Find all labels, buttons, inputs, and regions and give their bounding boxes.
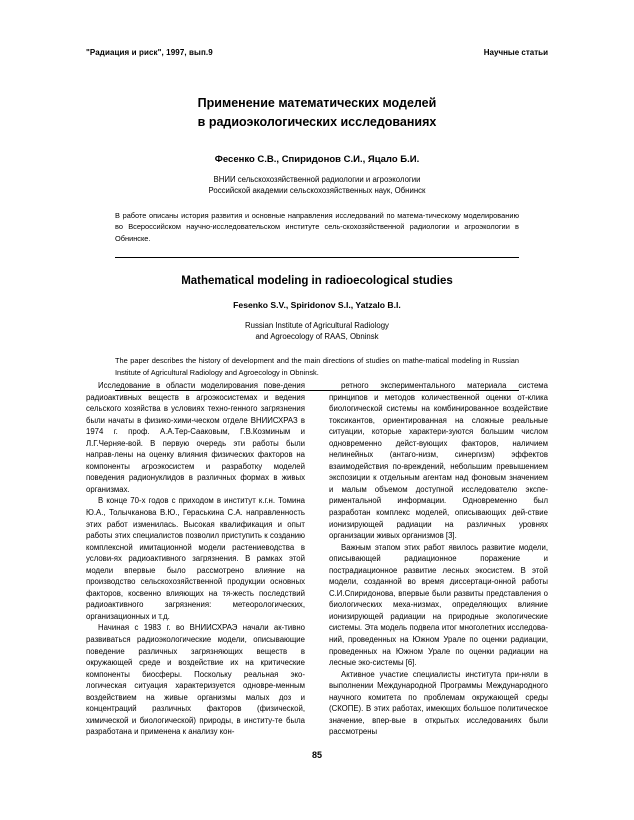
paragraph: В конце 70-х годов с приходом в институт к.г.н. Томина Ю.А., Толычканова В.Ю., Гераськина С.А. направленность этих работ изменилась. Высокая квалификация и опыт работы этих специалистов позволил приступить к созданию комплексной имитационной модели растениеводства в услови-ях радиоактивного загрязнения. В рамках этой модели впервые было рассмотрено влияние на производство сельскохозяйственной продукции основных факторов, косвенно влияющих на тя-жесть последствий радиоактивного загрязнения: метеорологических, организационных и т.д. [86, 496, 305, 621]
affiliation-en [86, 320, 548, 342]
authors-ru: Фесенко С.В., Спиридонов С.И., Яцало Б.И. [214, 154, 420, 165]
body-columns [86, 380, 548, 738]
title-en: Mathematical modeling in radioecological studies [181, 275, 453, 288]
title-ru-line-1: Применение математических моделей [197, 96, 437, 110]
abstract-en: The paper describes the history of development and the main directions of studies on mathe-matical modeling in Russian Institute of Agricultural Radiology and Agroecology in Obninsk. [115, 356, 519, 377]
affiliation-ru [86, 174, 548, 196]
abstract-ru: В работе описаны история развития и основные направления исследований по матема-тическому моделированию во Всероссийском научно-исследовательском институте сель-скохозяйственной радиологии и агроэкологии в Обнинске. [115, 211, 519, 243]
paragraph: Важным этапом этих работ явилось развитие модели, описывающей радиационное поражение и пострадиационное развитие лесных экосистем. В этой модели, созданной во время диссертаци-онной работы С.И.Спиридонова, впервые были развиты представления о биологических меха-низмах, определяющих влияние ионизирующей радиации на природные экологические системы. Эта модель подвела итог многолетних исследова-ний, проведенных на Южном Урале по оценки радиации, проведенных на Южном Урале по оценки радиации на лесные эко-системы [6]. [329, 542, 548, 668]
title-ru-line-2: в радиоэкологических исследованиях [197, 115, 437, 129]
authors-en: Fesenko S.V., Spiridonov S.I., Yatzalo B.I. [233, 300, 401, 311]
page-title [86, 94, 548, 132]
body-column-left [86, 380, 305, 738]
affiliation-ru-line-1: ВНИИ сельскохозяйственной радиологии и агроэкологии [213, 175, 421, 184]
affiliation-en-line-1: Russian Institute of Agricultural Radiology [245, 321, 389, 331]
paragraph: ретного экспериментального материала система принципов и методов количественной оценки от-клика биологической системы на комбинированное воздействие токсикантов, ориентированная на сложные реальные ситуации, которые характери-зуются большим числом одновременно дейст-вующих факторов, наличием нелинейных (антаго-низм, синергизм) эффектов взаимодействия по-вреждений, небольшим превышением экспозиции к отдельным агентам над фоновым значением и малым объемом доступной исследователю экспе-риментальной информации. Одновременно был разработан комплекс моделей, описывающих дей-ствие ионизирующей радиации на различных уровнях организации живых организмов [3]. [329, 381, 548, 541]
page-number: 85 [311, 750, 322, 760]
running-head-journal: "Радиация и риск", 1997, вып.9 [86, 48, 213, 57]
affiliation-ru-line-2: Российской академии сельскохозяйственных наук, Обнинск [208, 186, 426, 195]
affiliation-en-line-2: and Agroecology of RAAS, Obninsk [255, 332, 379, 342]
divider-rule-top [115, 257, 519, 258]
running-head-section: Научные статьи [483, 48, 548, 57]
paragraph: Начиная с 1983 г. во ВНИИСХРАЭ начали ак-тивно развиваться радиоэкологические модели, описывающие поведение различных загрязняющих веществ в окружающей среде и воздействие их на критические компоненты биосферы. Поскольку реальная эко-логическая ситуация характеризуется одновре-менным воздействием на живые организмы малых доз и концентраций различных факторов (физической, химической и биологической) природы, в институ-те была разработана и применена к анализу кон- [86, 623, 305, 737]
paragraph: Исследование в области моделирования пове-дения радиоактивных веществ в агроэкосистемах и ведения сельского хозяйства в условиях техно-генного загрязнения были начаты в физико-хими-ческом отделе ВНИИСХРАЗ в 1974 г. проф. А.А.Тер-Сааковым, Г.В.Козминым и Л.Г.Черняе-вой. В первую очередь эти работы были направ-лены на оценку влияния физических факторов на компоненты агроэкосистем и разработку моделей поведения радионуклидов в различных формах в живых организмах. [86, 381, 305, 494]
title-block [86, 94, 548, 391]
body-column-right [329, 380, 548, 738]
paragraph: Активное участие специалисты института при-няли в выполнении Международной Программы Международного научного комитета по проблемам окружающей среды (СКОПЕ). В этих работах, имеющих большое политическое значение, впер-вые в открытых исследованиях были рассмотрены [329, 669, 548, 737]
running-head [86, 48, 548, 57]
